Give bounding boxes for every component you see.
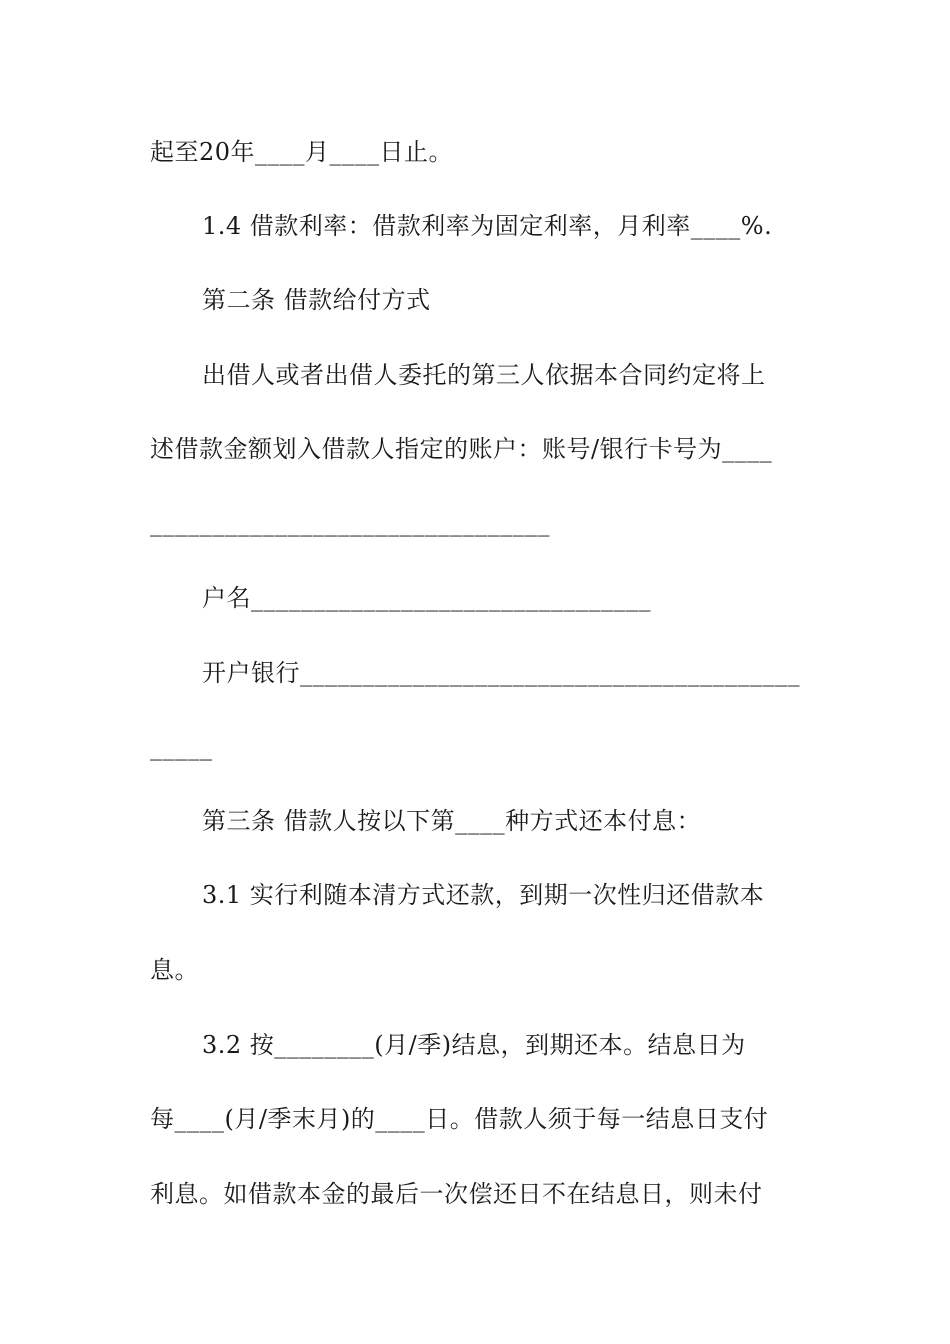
blank-line: _____ (150, 733, 213, 761)
text-line: 利息。如借款本金的最后一次偿还日不在结息日，则未付 (150, 1180, 763, 1208)
text-line: 3.2 按________(月/季)结息，到期还本。结息日为 (202, 1031, 746, 1059)
text-line: 息。 (150, 956, 199, 984)
text-line: 户名________________________________ (202, 584, 651, 612)
section-heading: 第二条 借款给付方式 (202, 286, 431, 314)
text-line: 3.1 实行利随本清方式还款，到期一次性归还借款本 (202, 881, 765, 909)
text-line: 每____(月/季末月)的____日。借款人须于每一结息日支付 (150, 1105, 769, 1133)
text-line: 述借款金额划入借款人指定的账户：账号/银行卡号为____ (150, 435, 773, 463)
section-heading: 第三条 借款人按以下第____种方式还本付息： (202, 807, 702, 835)
text-line: 出借人或者出借人委托的第三人依据本合同约定将上 (202, 361, 766, 389)
text-line: 开户银行________________________________________ (202, 659, 800, 687)
blank-line: ________________________________ (150, 509, 550, 537)
text-line: 起至20年____月____日止。 (150, 138, 454, 166)
text-line: 1.4 借款利率：借款利率为固定利率，月利率____%. (202, 212, 773, 240)
